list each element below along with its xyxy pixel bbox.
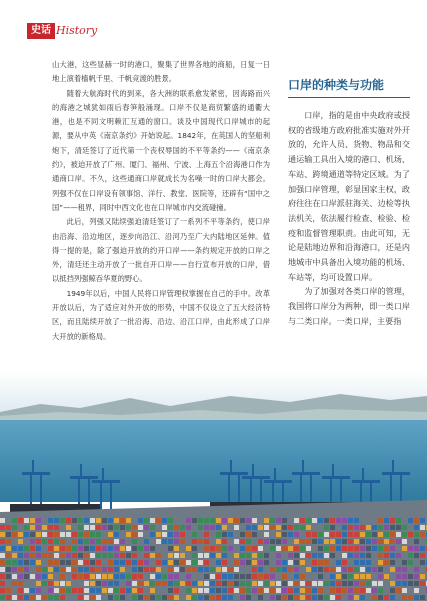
section-tag: 史话 xyxy=(27,23,55,39)
paragraph: 此后，列强又陆续强迫清廷签订了一系列不平等条约，使口岸由沿海、沿边地区，逐步向沿江、沿河乃至广大内陆地区延伸。值得一提的是，除了强迫开放的约开口岸——条约规定开放的口岸之外，清廷还主动开放了一批自开口岸——自行宣布开放的口岸，借以抵挡列强鲸吞华夏的野心。 xyxy=(52,217,270,284)
right-column xyxy=(288,108,410,329)
page-header xyxy=(0,0,427,44)
section-title: 口岸的种类与功能 xyxy=(288,78,385,92)
port-photo-illustration xyxy=(0,372,427,601)
paragraph: 口岸，指的是由中央政府或授权的省级地方政府批准实施对外开放的，允许人员、货物、物品和交通运输工具出入境的港口、机场、车站、跨境通道等特定区域。为了加强口岸管理，彰显国家主权，政府往往在口岸派驻海关、边检等执法机关，依法履行检查、检验、检疫和监督管理职责。由此可知，无论是陆地边界和沿海港口，还是内地城市中具备出入境功能的机场、车站等，均可设置口岸。 xyxy=(288,110,410,282)
section-tag-english: History xyxy=(56,24,98,37)
paragraph: 随着大航海时代的到来，各大洲的联系愈发紧密，因海路而兴的海港之城犹如雨后春笋般涌现。口岸不仅是商贸繁盛的通衢大港，也是不同文明赖汇互通的窗口。谈及中国现代口岸城市的起源，要从中英《南京条约》开始说起。1842年，在英国人的坚船利炮下，清廷签订了近代第一个丧权辱国的不平等条约——《南京条约》，被迫开放了广州、厦门、福州、宁波、上海五个沿海港口作为通商口岸。不久，这些通商口岸就成长为名噪一时的口岸大都会。列强不仅在口岸设有领事馆、洋行、教堂、医院等，还辟有“国中之国”——租界，同时中西文化也在口岸城市内交流碰撞。 xyxy=(52,88,270,212)
paragraph: 山大港，这些显赫一时的港口，聚集了世界各地的商船，日复一日地上演着樯帆千里、千帆竞渡的胜景。 xyxy=(52,60,270,84)
section-divider xyxy=(288,97,410,98)
paragraph: 为了加强对各类口岸的管理，我国将口岸分为两种，即一类口岸与二类口岸。一类口岸，主要指 xyxy=(288,286,410,326)
container-port-photo xyxy=(0,372,427,601)
left-column xyxy=(52,58,270,344)
paragraph: 1949年以后，中国人民将口岸管理权掌握在自己的手中。改革开放以后，为了适应对外开放的形势，中国不仅设立了五大经济特区，而且陆续开放了一批沿海、沿边、沿江口岸，由此形成了口岸大开放的新格局。 xyxy=(52,288,270,341)
sea xyxy=(0,420,427,502)
